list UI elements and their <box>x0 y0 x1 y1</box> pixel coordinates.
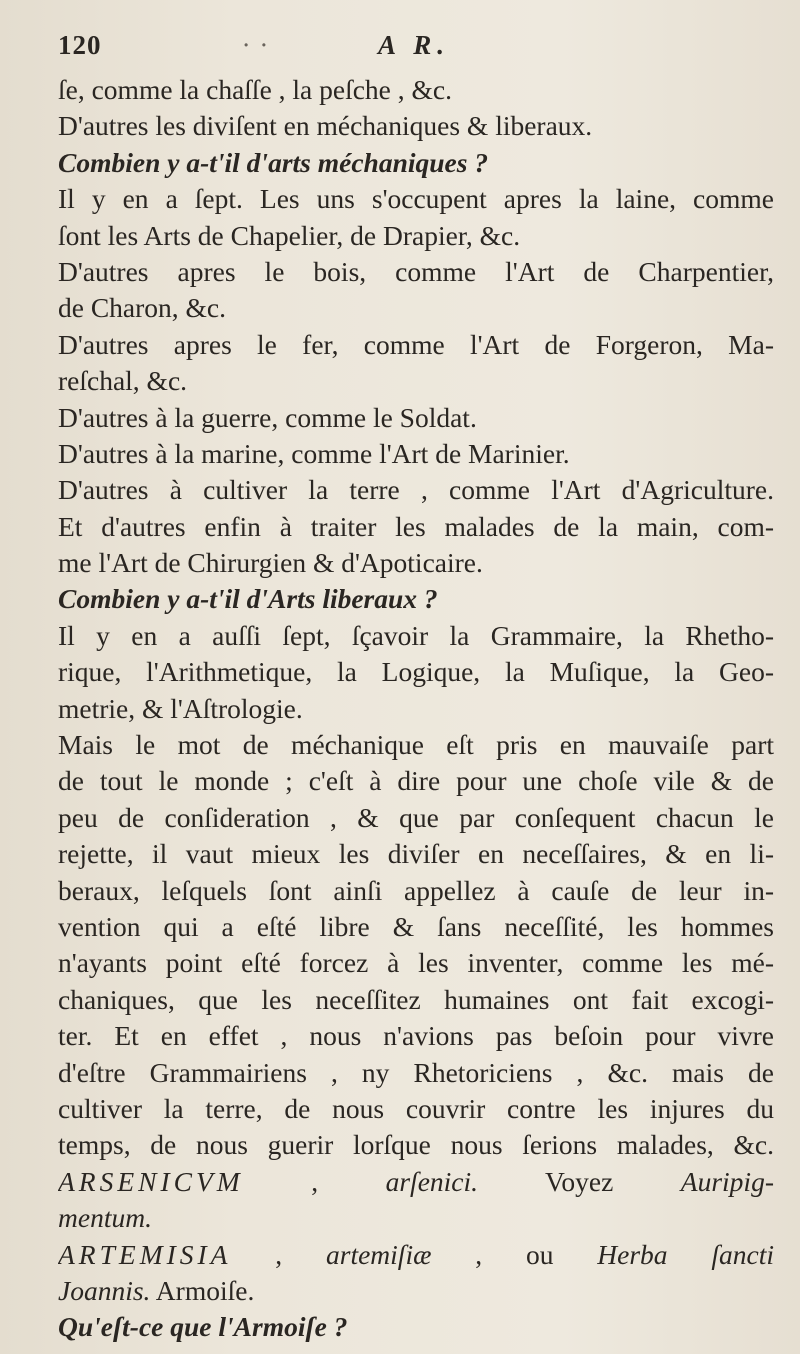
text-line: Il y en a ſept. Les uns s'occupent apres la laine, comme <box>58 183 774 215</box>
or-label: ou <box>525 1238 554 1270</box>
entry-latin-gloss: artemiſiæ <box>326 1238 432 1270</box>
text-line: n'ayants point eſté forcez à les inventer, comme les mé- <box>58 947 774 979</box>
text-block <box>58 72 774 1346</box>
question-line: Combien y a-t'il d'Arts liberaux ? <box>58 583 438 615</box>
text-line: metrie, & l'Aſtrologie. <box>58 692 303 724</box>
running-head-mark: · · <box>241 30 270 60</box>
question-line: Combien y a-t'il d'arts méchaniques ? <box>58 146 489 178</box>
voyez-label: Voyez <box>545 1165 614 1197</box>
text-line: ter. Et en effet , nous n'avions pas beſoin pour vivre <box>58 1020 774 1052</box>
entry-artemisia: ARTEMISIA , artemiſiæ , ou Herba ſancti <box>58 1238 774 1270</box>
cross-reference-continuation: mentum. <box>58 1202 152 1234</box>
text-line: D'autres à la guerre, comme le Soldat. <box>58 401 477 433</box>
text-line: D'autres apres le bois, comme l'Art de Charpentier, <box>58 255 774 287</box>
text-line: D'autres à la marine, comme l'Art de Marinier. <box>58 437 570 469</box>
text-line: temps, de nous guerir lorſque nous ſerions malades, &c. <box>58 1129 774 1161</box>
text-line: ſe, comme la chaſſe , la peſche , &c. <box>58 74 452 105</box>
text-line: d'eſtre Grammairiens , ny Rhetoriciens , &c. mais de <box>58 1056 774 1088</box>
text-line: beraux, leſquels ſont ainſi appellez à cauſe de leur in- <box>58 874 774 906</box>
text-line: D'autres apres le fer, comme l'Art de Forgeron, Ma- <box>58 328 774 360</box>
text-line: Il y en a auſſi ſept, ſçavoir la Grammaire, la Rhetho- <box>58 619 774 651</box>
section-letters: A R. <box>378 30 451 60</box>
alternate-name-continuation: Joannis. <box>58 1274 151 1306</box>
text-line: de tout le monde ; c'eſt à dire pour une choſe vile & de <box>58 765 774 797</box>
entry-headword: ARSENICVM <box>58 1165 244 1197</box>
text-line: reſchal, &c. <box>58 365 188 397</box>
entry-arsenicum: ARSENICVM , arſenici. Voyez Auripig- <box>58 1165 774 1197</box>
text-line: Et d'autres enfin à traiter les malades de la main, com- <box>58 510 774 542</box>
text-line: cultiver la terre, de nous couvrir contre les injures du <box>58 1092 774 1124</box>
text-line: de Charon, &c. <box>58 292 227 324</box>
text-line: me l'Art de Chirurgien & d'Apoticaire. <box>58 547 483 579</box>
text-line: chaniques, que les neceſſitez humaines ont fait excogi- <box>58 983 774 1015</box>
text-line: Mais le mot de méchanique eſt pris en mauvaiſe part <box>58 729 774 761</box>
cross-reference: Auripig- <box>680 1165 774 1197</box>
text-line: ſont les Arts de Chapelier, de Drapier, &c. <box>58 219 521 251</box>
page-number: 120 <box>58 30 102 60</box>
final-question: Qu'eſt-ce que l'Armoiſe ? <box>58 1311 348 1343</box>
running-head <box>58 30 774 72</box>
text-line: vention qui a eſté libre & ſans neceſſité, les hommes <box>58 910 774 942</box>
alternate-name: Herba ſancti <box>597 1238 774 1270</box>
text-line: rejette, il vaut mieux les diviſer en neceſſaires, & en li- <box>58 838 774 870</box>
entry-artemisia-continuation <box>58 1273 774 1309</box>
text-line: D'autres les diviſent en méchaniques & liberaux. <box>58 110 593 142</box>
text-line: D'autres à cultiver la terre , comme l'Art d'Agriculture. <box>58 474 774 506</box>
text-line: peu de conſideration , & que par conſequent chacun le <box>58 801 774 833</box>
entry-headword: ARTEMISIA <box>58 1238 232 1270</box>
text-line: rique, l'Arithmetique, la Logique, la Muſique, la Geo- <box>58 656 774 688</box>
entry-latin-gloss: arſenici. <box>385 1165 479 1197</box>
french-name: Armoiſe. <box>155 1274 255 1306</box>
